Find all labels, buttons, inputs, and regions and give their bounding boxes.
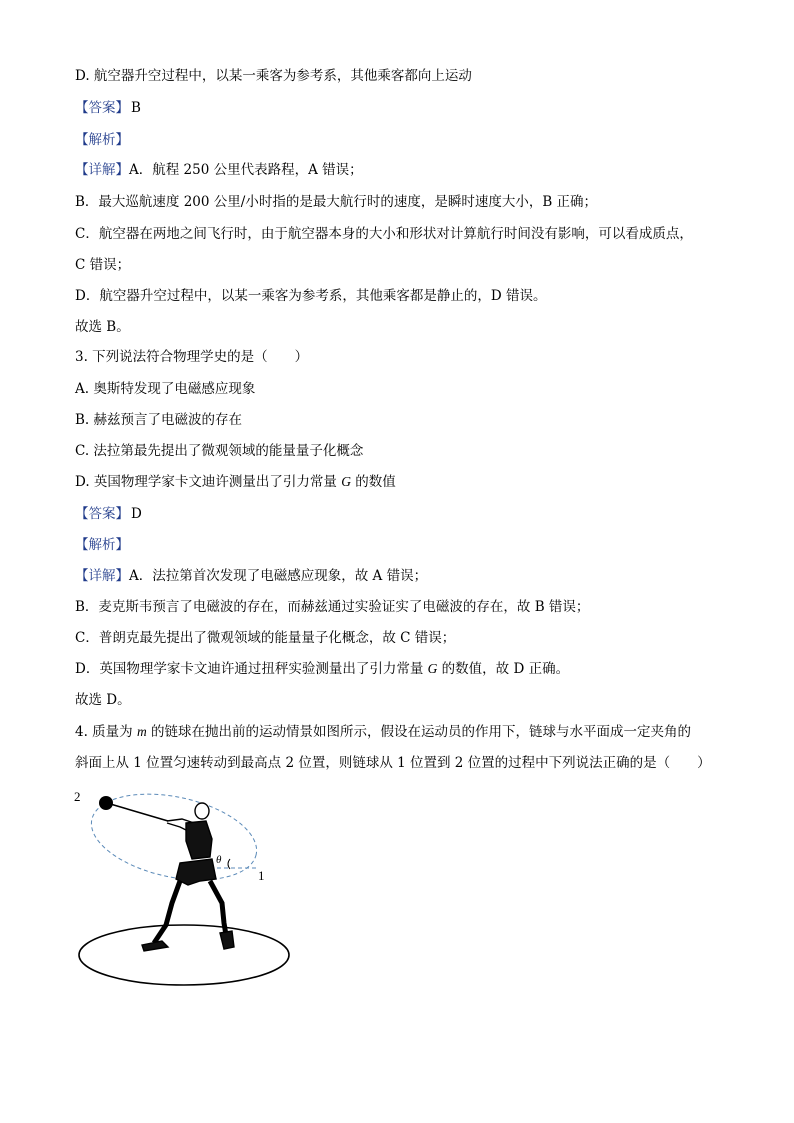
detail-d-text-end: 的数值，故 D 正确。 (437, 661, 570, 677)
answer-value: B (131, 100, 141, 116)
option-d-text: D. 英国物理学家卡文迪许测量出了引力常量 (75, 474, 342, 490)
q3-conclusion: 故选 D。 (75, 692, 131, 708)
q2-detail-a (75, 160, 363, 180)
option-d-text-end: 的数值 (350, 474, 396, 490)
ground-circle (79, 925, 289, 985)
hammer-wire (107, 803, 168, 821)
q2-conclusion: 故选 B。 (75, 319, 130, 335)
q3-option-d (75, 472, 396, 492)
position-1-label: 1 (258, 868, 265, 883)
stem-text: 4. 质量为 (75, 724, 137, 740)
answer-tag: 【答案】 (75, 506, 129, 522)
q2-detail-c-1: C．航空器在两地之间飞行时，由于航空器本身的大小和形状对计算航行时间没有影响，可以看成质点， (75, 226, 693, 242)
q2-detail-b: B．最大巡航速度 200 公里/小时指的是最大航行时的速度，是瞬时速度大小，B 正确； (75, 194, 598, 210)
hammer-throw-figure (70, 785, 300, 995)
q2-analysis-tag: 【解析】 (75, 132, 129, 148)
q3-option-a: A. 奥斯特发现了电磁感应现象 (75, 381, 256, 397)
q3-stem: 3. 下列说法符合物理学史的是（ ） (75, 349, 309, 365)
q3-detail-a (75, 566, 427, 586)
position-2-label: 2 (74, 789, 81, 804)
detail-text: A．航程 250 公里代表路程，A 错误； (129, 162, 363, 178)
athlete-figure (142, 803, 234, 951)
q2-answer (75, 98, 141, 118)
q3-analysis-tag: 【解析】 (75, 537, 129, 553)
q4-stem-2: 斜面上从 1 位置匀速转动到最高点 2 位置，则链球从 1 位置到 2 位置的过程中下列说法正确的是（ ） (75, 755, 711, 771)
q3-detail-c: C．普朗克最先提出了微观领域的能量量子化概念，故 C 错误； (75, 630, 456, 646)
theta-arc (228, 859, 230, 869)
q3-option-b: B. 赫兹预言了电磁波的存在 (75, 412, 243, 428)
q2-detail-d: D．航空器升空过程中，以某一乘客为参考系，其他乘客都是静止的，D 错误。 (75, 288, 547, 304)
answer-value: D (131, 506, 142, 522)
detail-tag: 【详解】 (75, 162, 129, 178)
option-d-variable: G (341, 474, 351, 489)
q2-option-d: D. 航空器升空过程中，以某一乘客为参考系，其他乘客都向上运动 (75, 68, 472, 84)
detail-d-variable: G (427, 661, 438, 676)
hammer-ball (99, 796, 113, 810)
answer-tag: 【答案】 (75, 100, 129, 116)
theta-label: θ (216, 854, 222, 866)
stem-variable: m (136, 724, 147, 739)
detail-d-text: D．英国物理学家卡文迪许通过扭秤实验测量出了引力常量 (75, 661, 428, 677)
detail-tag: 【详解】 (75, 568, 129, 584)
q4-stem-1 (75, 722, 691, 742)
q2-detail-c-2: C 错误； (75, 257, 131, 273)
stem-text-end: 的链球在抛出前的运动情景如图所示，假设在运动员的作用下，链球与水平面成一定夹角的 (146, 724, 692, 740)
q3-option-c: C. 法拉第最先提出了微观领域的能量量子化概念 (75, 443, 364, 459)
q3-detail-d (75, 659, 569, 679)
q3-answer (75, 504, 142, 524)
q3-detail-b: B．麦克斯韦预言了电磁波的存在，而赫兹通过实验证实了电磁波的存在，故 B 错误； (75, 599, 590, 615)
detail-text: A．法拉第首次发现了电磁感应现象，故 A 错误； (129, 568, 428, 584)
